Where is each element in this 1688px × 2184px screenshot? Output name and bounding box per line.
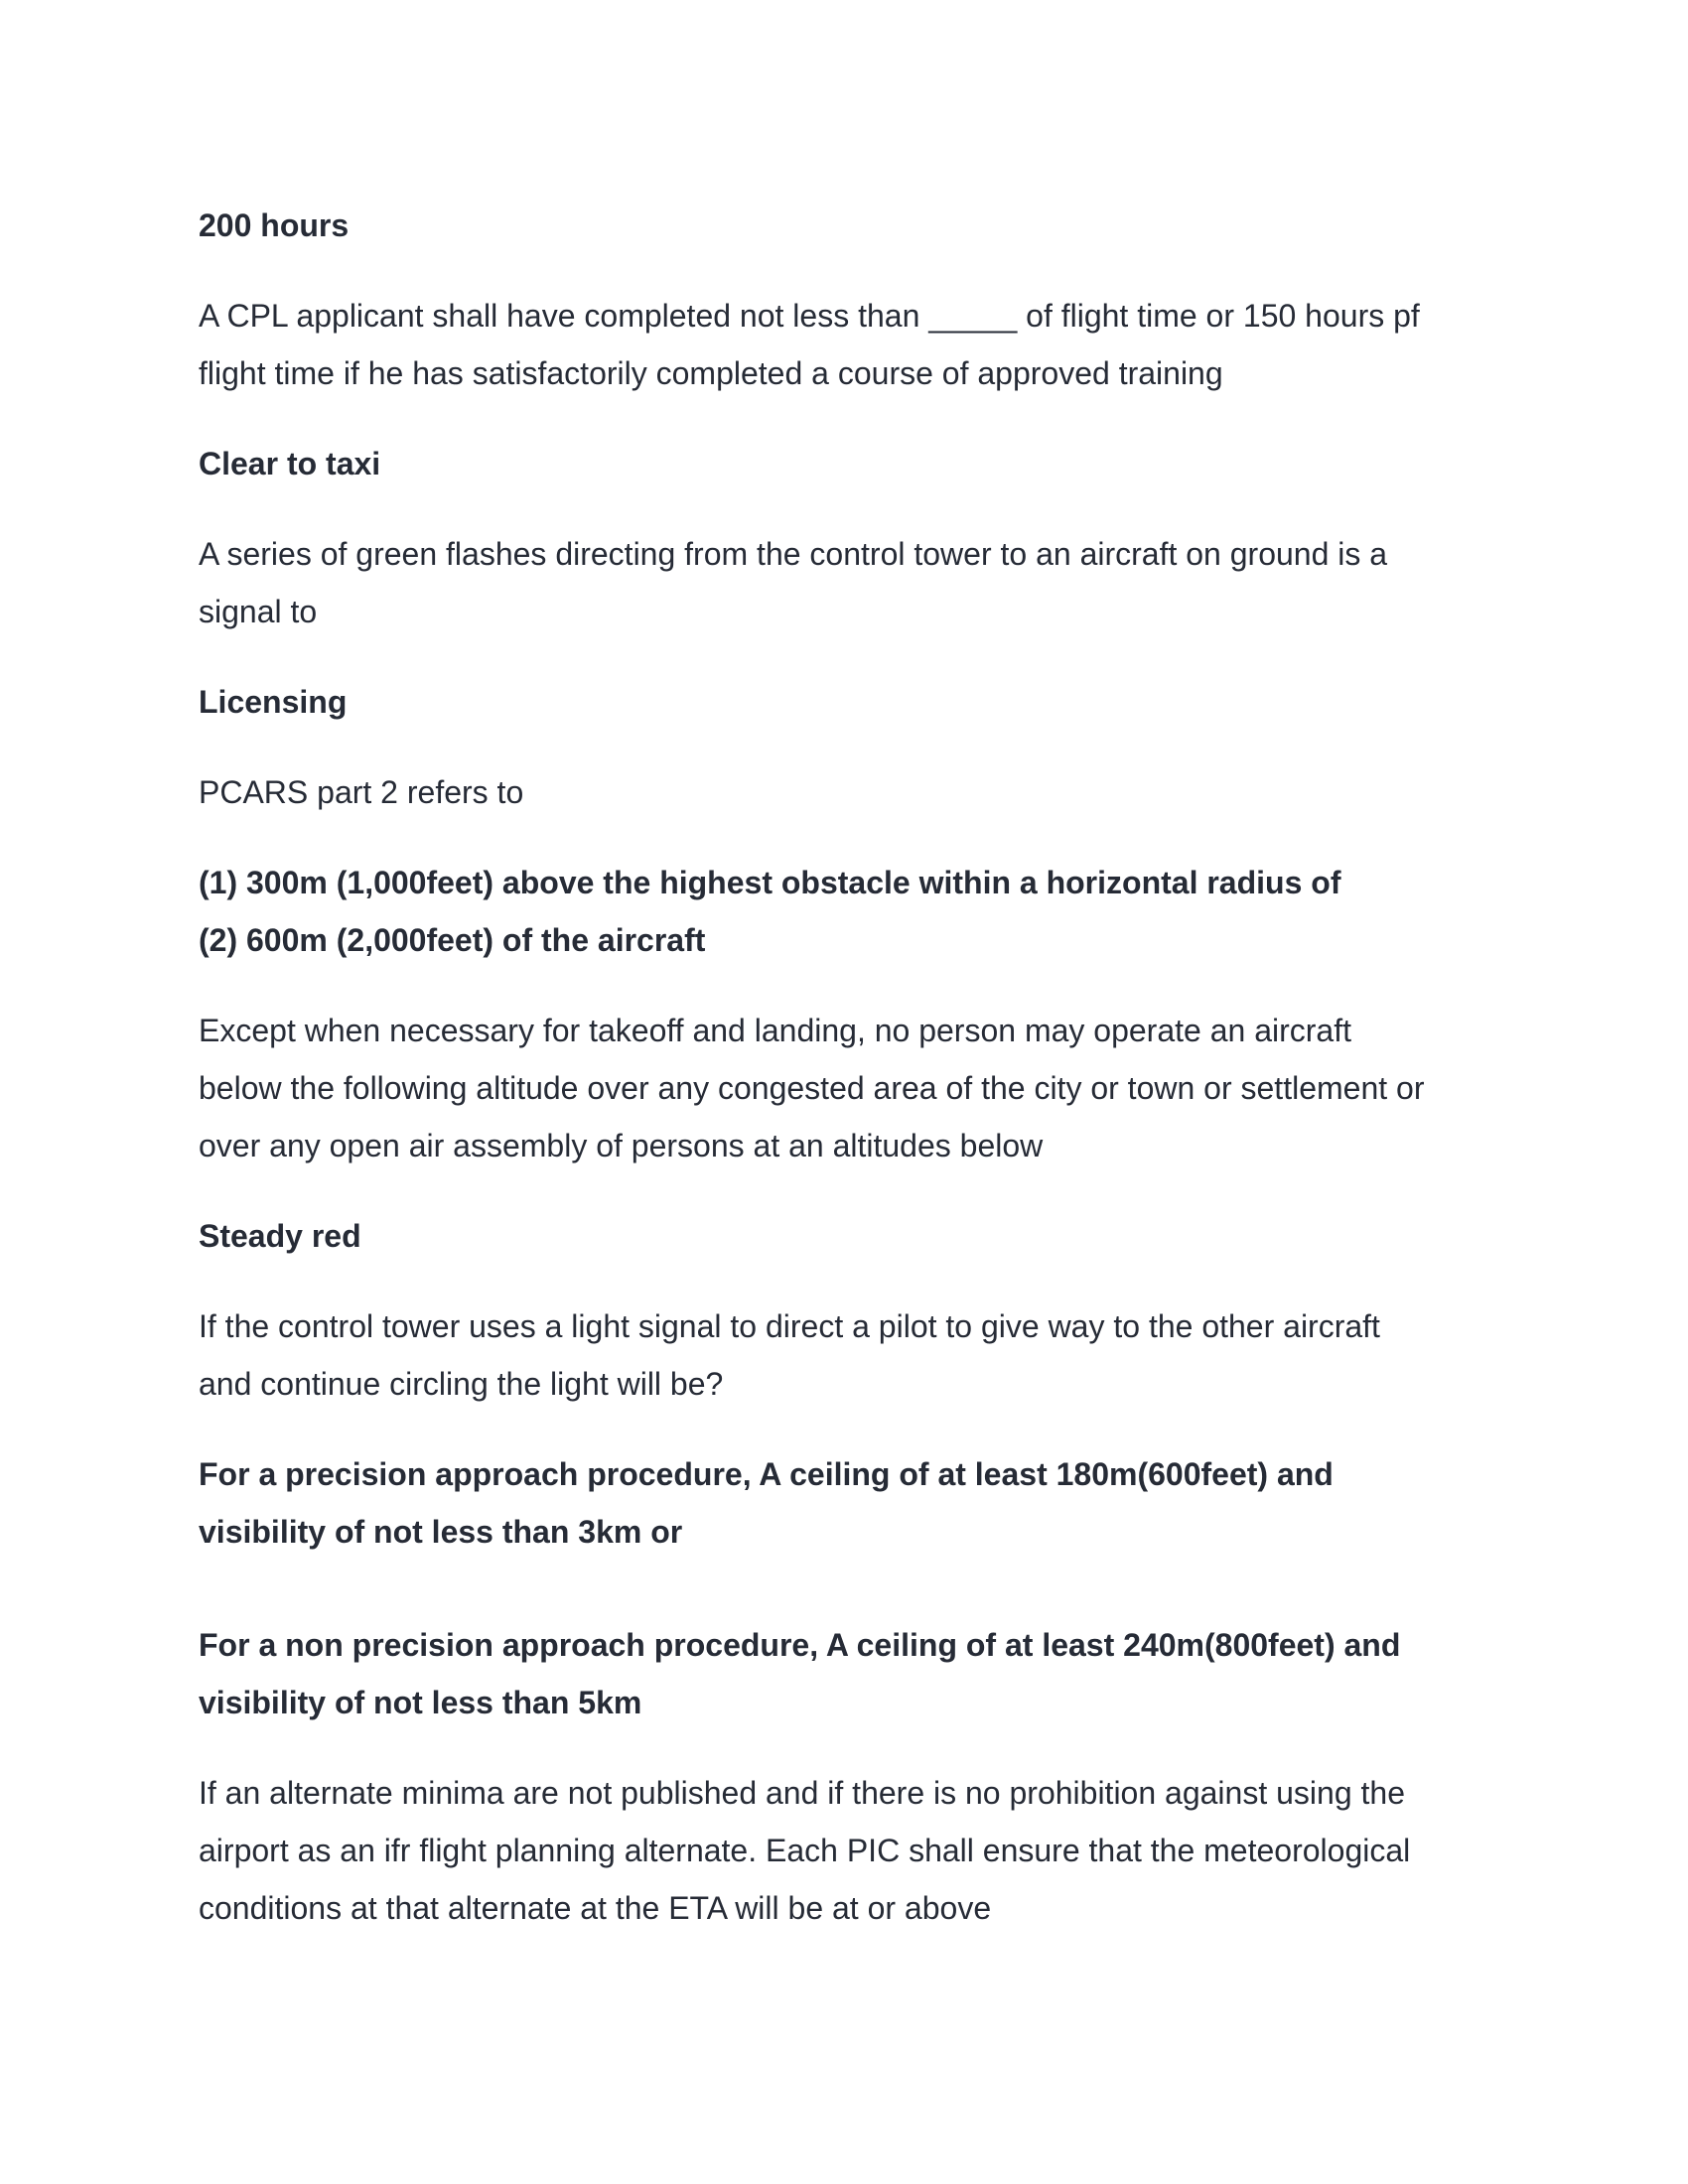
answer-text [199,197,1489,254]
question-text [199,525,1489,640]
text-line: For a precision approach procedure, A ceiling of at least 180m(600feet) and [199,1456,1334,1492]
question-text [199,1002,1489,1174]
answer-text [199,1207,1489,1265]
answer-text [199,1445,1489,1561]
text-line: (1) 300m (1,000feet) above the highest obstacle within a horizontal radius of [199,865,1341,900]
text-line: For a non precision approach procedure, A ceiling of at least 240m(800feet) and [199,1627,1401,1663]
text-line: visibility of not less than 5km [199,1685,642,1720]
text-line: A CPL applicant shall have completed not less than _____ of flight time or 150 hours pf [199,298,1420,334]
text-line: signal to [199,594,318,629]
text-line: flight time if he has satisfactorily completed a course of approved training [199,355,1223,391]
answer-text [199,673,1489,731]
text-line: 200 hours [199,207,350,243]
text-line: and continue circling the light will be? [199,1366,724,1402]
text-line: PCARS part 2 refers to [199,774,524,810]
question-text [199,763,1489,821]
text-line: A series of green flashes directing from the control tower to an aircraft on ground is a [199,536,1388,572]
text-line: If the control tower uses a light signal to direct a pilot to give way to the other aircraft [199,1308,1380,1344]
question-text [199,1764,1489,1937]
text-line: visibility of not less than 3km or [199,1514,683,1550]
text-line: airport as an ifr flight planning alternate. Each PIC shall ensure that the meteorological [199,1833,1411,1868]
answer-text [199,1616,1489,1731]
text-line: Steady red [199,1218,361,1254]
question-text [199,287,1489,402]
question-text [199,1297,1489,1413]
text-line: (2) 600m (2,000feet) of the aircraft [199,922,706,958]
text-line: below the following altitude over any congested area of the city or town or settlement or [199,1070,1425,1106]
text-line: If an alternate minima are not published and if there is no prohibition against using the [199,1775,1405,1811]
text-line: Clear to taxi [199,446,381,481]
text-line: over any open air assembly of persons at an altitudes below [199,1128,1044,1163]
text-line: conditions at that alternate at the ETA will be at or above [199,1890,992,1926]
document-page [199,197,1489,1970]
answer-text [199,854,1489,969]
text-line: Licensing [199,684,348,720]
answer-text [199,435,1489,492]
text-line: Except when necessary for takeoff and landing, no person may operate an aircraft [199,1013,1351,1048]
